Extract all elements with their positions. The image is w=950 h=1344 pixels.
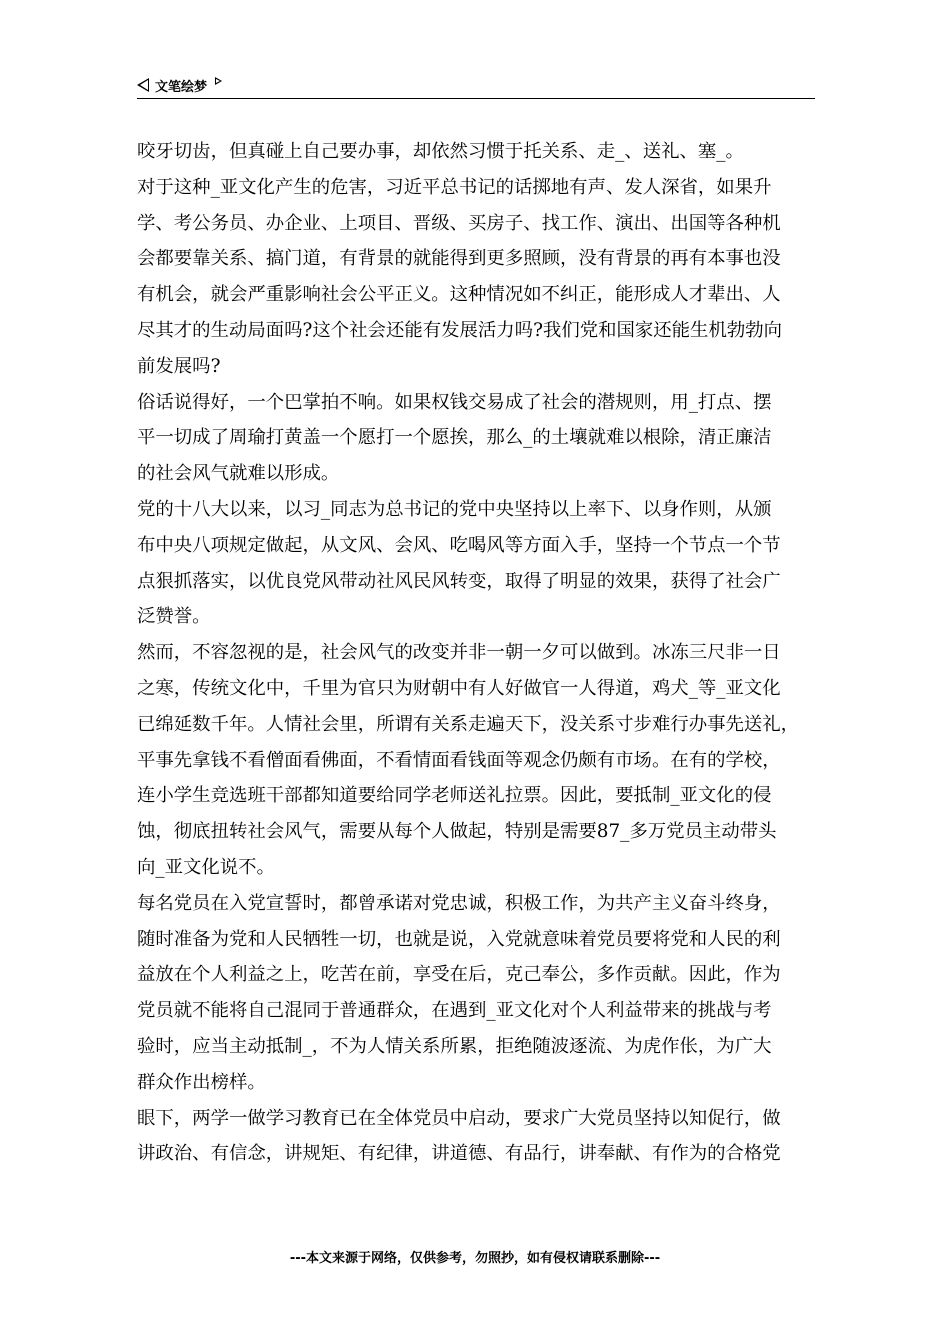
text-line: 连小学生竞选班干部都知道要给同学老师送礼拉票。因此，要抵制_亚文化的侵 — [137, 785, 772, 807]
text-line: 随时准备为党和人民牺牲一切，也就是说，入党就意味着党员要将党和人民的利 — [137, 928, 781, 950]
text-line: 点狠抓落实，以优良党风带动社风民风转变，取得了明显的效果，获得了社会广 — [137, 570, 781, 592]
text-line: 已绵延数千年。人情社会里，所谓有关系走遍天下，没关系寸步难行办事先送礼， — [137, 713, 800, 735]
text-line: 讲政治、有信念，讲规矩、有纪律，讲道德、有品行，讲奉献、有作为的合格党 — [137, 1143, 781, 1165]
text-line: 之寒，传统文化中，千里为官只为财朝中有人好做官一人得道，鸡犬_等_亚文化 — [137, 677, 781, 699]
text-line: 前发展吗? — [137, 355, 221, 377]
text-line: 咬牙切齿，但真碰上自己要办事，却依然习惯于托关系、走_、送礼、塞_。 — [137, 141, 744, 162]
document-body — [137, 134, 817, 1172]
header-title: 文笔绘梦 — [155, 79, 208, 95]
text-line: 的社会风气就难以形成。 — [137, 463, 340, 485]
triangle-left-icon — [137, 78, 149, 92]
text-line: 然而，不容忽视的是，社会风气的改变并非一朝一夕可以做到。冰冻三尺非一日 — [137, 642, 781, 664]
text-line: 蚀，彻底扭转社会风气，需要从每个人做起，特别是需要87_多万党员主动带头 — [137, 821, 777, 843]
text-line: 俗话说得好，一个巴掌拍不响。如果权钱交易成了社会的潜规则，用_打点、摆 — [137, 391, 772, 413]
text-line: 党员就不能将自己混同于普通群众，在遇到_亚文化对个人利益带来的挑战与考 — [137, 1000, 772, 1022]
header-row — [137, 74, 815, 96]
page-header — [137, 74, 815, 99]
text-line: 对于这种_亚文化产生的危害，习近平总书记的话掷地有声、发人深省，如果升 — [137, 176, 772, 198]
footer-disclaimer: ---本文来源于网络，仅供参考，勿照抄，如有侵权请联系删除--- — [289, 1251, 661, 1266]
text-line: 会都要靠关系、搞门道，有背景的就能得到更多照顾，没有背景的再有本事也没 — [137, 248, 781, 270]
text-line: 学、考公务员、办企业、上项目、晋级、买房子、找工作、演出、出国等各种机 — [137, 212, 781, 234]
text-line: 尽其才的生动局面吗?这个社会还能有发展活力吗?我们党和国家还能生机勃勃向 — [137, 319, 783, 341]
text-line: 平事先拿钱不看僧面看佛面，不看情面看钱面等观念仍颇有市场。在有的学校， — [137, 749, 781, 771]
text-line: 平一切成了周瑜打黄盖一个愿打一个愿挨，那么_的土壤就难以根除，清正廉洁 — [137, 427, 772, 449]
text-line: 泛赞誉。 — [137, 606, 211, 628]
text-line: 每名党员在入党宣誓时，都曾承诺对党忠诚，积极工作，为共产主义奋斗终身， — [137, 892, 781, 914]
text-line: 布中央八项规定做起，从文风、会风、吃喝风等方面入手，坚持一个节点一个节 — [137, 534, 781, 556]
text-line: 眼下，两学一做学习教育已在全体党员中启动，要求广大党员坚持以知促行，做 — [137, 1107, 781, 1129]
text-line: 党的十八大以来，以习_同志为总书记的党中央坚持以上率下、以身作则，从颁 — [137, 498, 772, 520]
triangle-right-icon — [215, 77, 222, 85]
text-line: 有机会，就会严重影响社会公平正义。这种情况如不纠正，能形成人才辈出、人 — [137, 284, 781, 306]
text-line: 益放在个人利益之上，吃苦在前，享受在后，克己奉公，多作贡献。因此，作为 — [137, 964, 781, 986]
text-line: 群众作出榜样。 — [137, 1071, 266, 1093]
text-line: 验时，应当主动抵制_，不为人情关系所累，拒绝随波逐流、为虎作伥，为广大 — [137, 1035, 772, 1057]
text-line: 向_亚文化说不。 — [137, 856, 275, 878]
